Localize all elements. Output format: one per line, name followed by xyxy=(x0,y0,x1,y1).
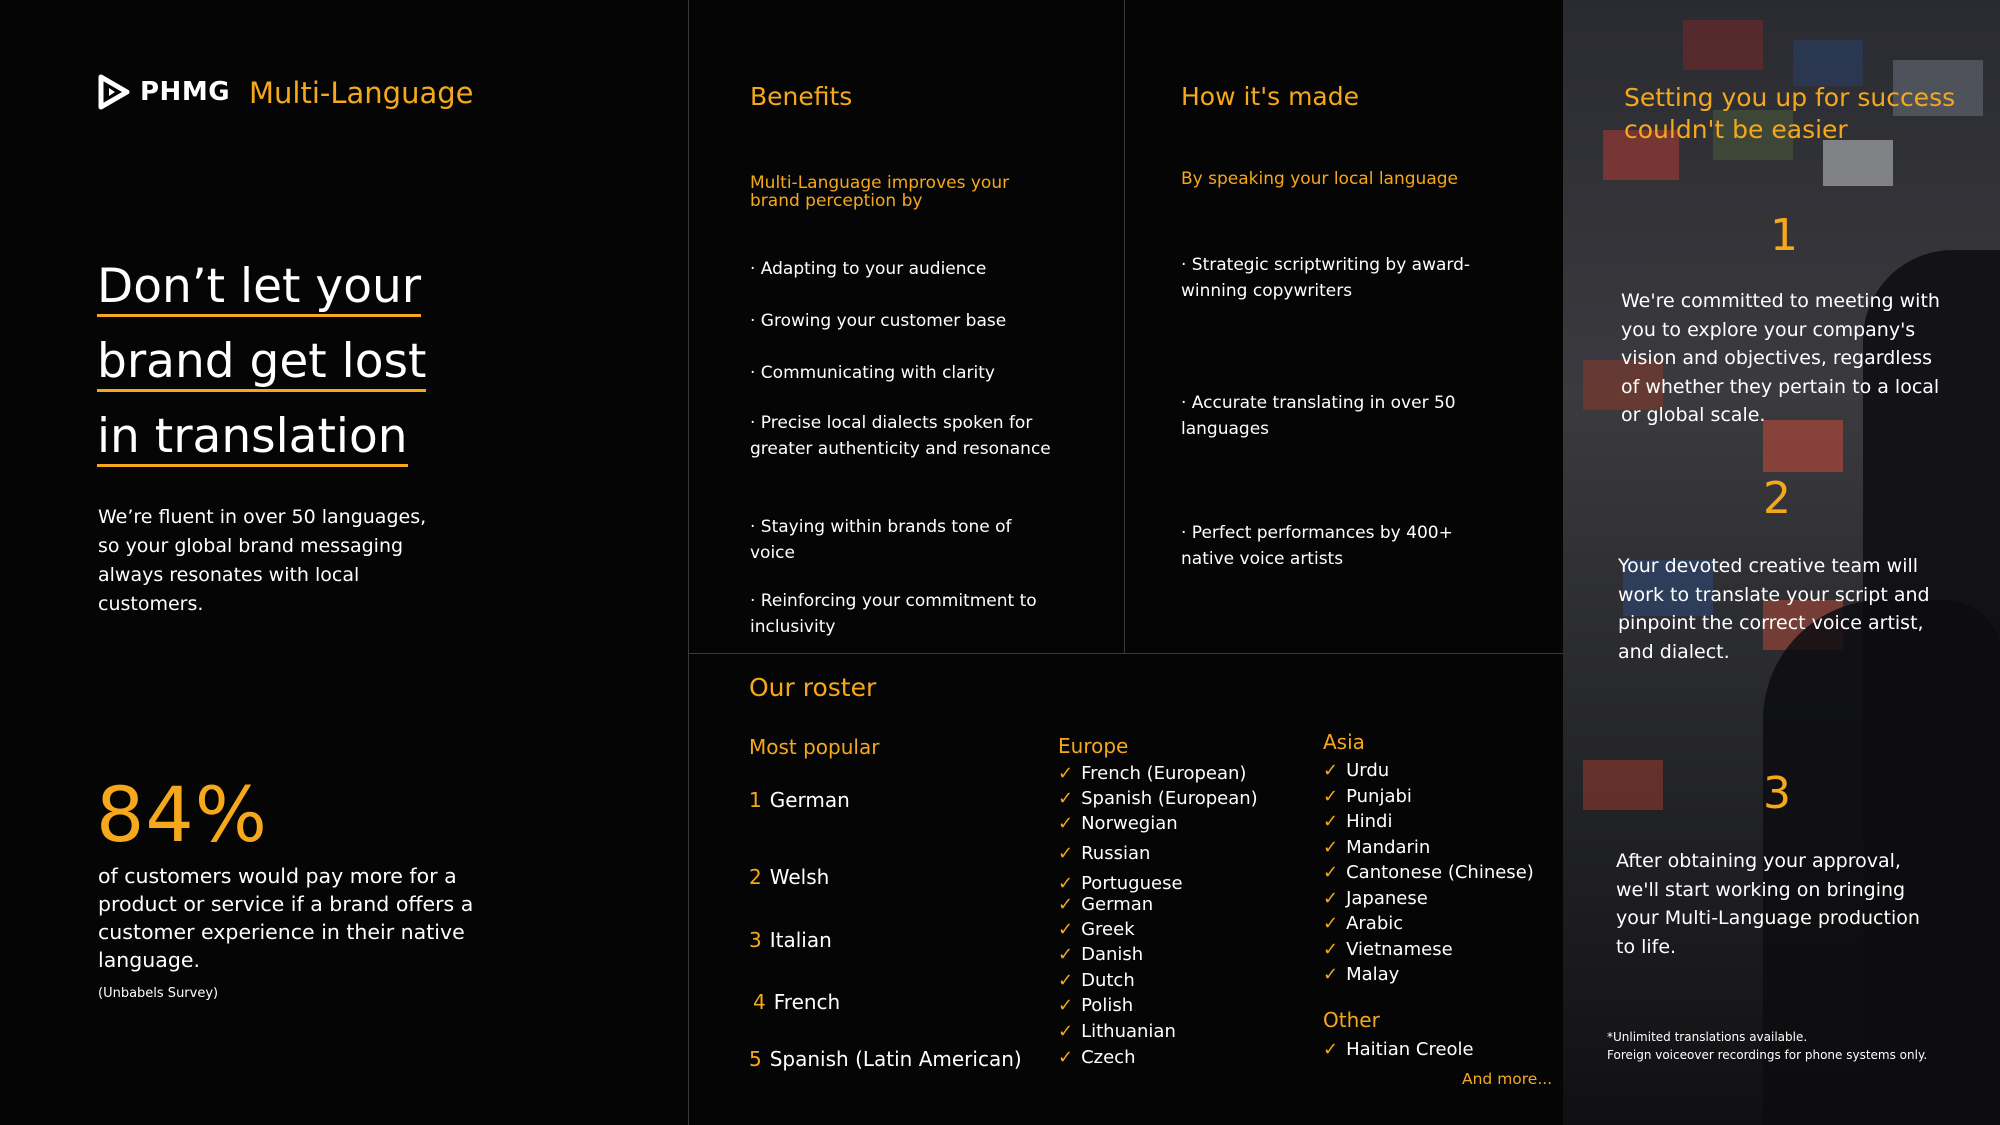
check-icon: ✓ xyxy=(1058,763,1074,784)
language-name: Spanish (European) xyxy=(1081,788,1258,809)
rank-number: 4 xyxy=(753,990,766,1014)
language-name: Polish xyxy=(1081,995,1134,1016)
language-name: Welsh xyxy=(769,865,830,889)
language-name: Malay xyxy=(1346,964,1400,985)
language-name: Dutch xyxy=(1081,970,1135,991)
language-name: Greek xyxy=(1081,919,1135,940)
popular-language xyxy=(749,1047,1022,1071)
europe-language xyxy=(1058,944,1143,965)
other-language xyxy=(1323,1039,1474,1060)
language-name: German xyxy=(769,788,850,812)
asia-language xyxy=(1323,939,1453,960)
check-icon: ✓ xyxy=(1058,1047,1074,1068)
column-divider xyxy=(688,0,689,1125)
language-name: Mandarin xyxy=(1346,837,1431,858)
how-subtitle: By speaking your local language xyxy=(1181,169,1458,189)
roster-europe-heading: Europe xyxy=(1058,734,1129,758)
check-icon: ✓ xyxy=(1323,786,1339,807)
europe-language xyxy=(1058,873,1183,894)
language-name: French xyxy=(773,990,841,1014)
language-name: Haitian Creole xyxy=(1346,1039,1474,1060)
europe-language xyxy=(1058,843,1150,864)
check-icon: ✓ xyxy=(1058,919,1074,940)
step-text: Your devoted creative team will work to translate your script and pinpoint the correct voice artist, and dialect. xyxy=(1618,555,1930,663)
benefits-title: Benefits xyxy=(750,82,853,111)
language-name: Urdu xyxy=(1346,760,1390,781)
footnote: *Unlimited translations available. xyxy=(1607,1030,1808,1044)
popular-language xyxy=(749,788,850,812)
step-number: 3 xyxy=(1763,768,1791,819)
language-name: Lithuanian xyxy=(1081,1021,1176,1042)
how-item: · Accurate translating in over 50 languages xyxy=(1181,393,1456,439)
language-name: French (European) xyxy=(1081,763,1247,784)
flag-shape xyxy=(1683,20,1763,70)
language-name: Cantonese (Chinese) xyxy=(1346,862,1534,883)
play-chevron-icon xyxy=(98,74,130,110)
europe-language xyxy=(1058,813,1178,834)
hero-headline xyxy=(97,254,557,479)
flag-shape xyxy=(1823,140,1893,186)
check-icon: ✓ xyxy=(1323,811,1339,832)
europe-language xyxy=(1058,788,1258,809)
language-name: Danish xyxy=(1081,944,1144,965)
check-icon: ✓ xyxy=(1058,995,1074,1016)
popular-language xyxy=(749,865,829,889)
roster-popular-heading: Most popular xyxy=(749,735,880,759)
europe-language xyxy=(1058,995,1133,1016)
asia-language xyxy=(1323,964,1399,985)
europe-language xyxy=(1058,970,1135,991)
language-name: Spanish (Latin American) xyxy=(769,1047,1022,1071)
language-name: Italian xyxy=(769,928,832,952)
asia-language xyxy=(1323,888,1428,909)
roster-other-heading: Other xyxy=(1323,1008,1380,1032)
language-name: Czech xyxy=(1081,1047,1136,1068)
flag-shape xyxy=(1583,760,1663,810)
rank-number: 3 xyxy=(749,928,762,952)
stat-source: (Unbabels Survey) xyxy=(98,986,219,1001)
how-item: · Perfect performances by 400+ native voice artists xyxy=(1181,523,1453,569)
headline-line: in translation xyxy=(97,410,408,467)
check-icon: ✓ xyxy=(1323,837,1339,858)
stat-value: 84% xyxy=(96,770,268,859)
benefit-item: · Precise local dialects spoken for greater authenticity and resonance xyxy=(750,413,1051,459)
check-icon: ✓ xyxy=(1058,843,1074,864)
check-icon: ✓ xyxy=(1323,939,1339,960)
check-icon: ✓ xyxy=(1058,1021,1074,1042)
benefit-item: · Growing your customer base xyxy=(750,311,1007,331)
intro-text: We’re fluent in over 50 languages, so your global brand messaging always resonates with local customers. xyxy=(98,506,427,615)
asia-language xyxy=(1323,913,1403,934)
benefit-item: · Communicating with clarity xyxy=(750,363,995,383)
check-icon: ✓ xyxy=(1058,813,1074,834)
asia-language xyxy=(1323,811,1392,832)
check-icon: ✓ xyxy=(1058,944,1074,965)
language-name: Portuguese xyxy=(1081,873,1183,894)
asia-language xyxy=(1323,760,1389,781)
language-name: German xyxy=(1081,894,1154,915)
rank-number: 2 xyxy=(749,865,762,889)
check-icon: ✓ xyxy=(1058,970,1074,991)
logo-wordmark: PHMG xyxy=(140,77,231,107)
check-icon: ✓ xyxy=(1323,1039,1339,1060)
check-icon: ✓ xyxy=(1323,760,1339,781)
language-name: Hindi xyxy=(1346,811,1393,832)
roster-title: Our roster xyxy=(749,673,877,702)
europe-language xyxy=(1058,919,1135,940)
headline-line: brand get lost xyxy=(97,335,426,392)
benefit-item: · Adapting to your audience xyxy=(750,259,987,279)
europe-language xyxy=(1058,894,1153,915)
and-more-link[interactable]: And more... xyxy=(1462,1070,1553,1088)
step-number: 2 xyxy=(1763,473,1791,524)
setup-title: Setting you up for success couldn't be easier xyxy=(1624,83,1956,144)
europe-language xyxy=(1058,763,1246,784)
europe-language xyxy=(1058,1047,1136,1068)
asia-language xyxy=(1323,862,1534,883)
product-name: Multi-Language xyxy=(249,76,474,110)
language-name: Russian xyxy=(1081,843,1151,864)
popular-language xyxy=(749,928,832,952)
how-title: How it's made xyxy=(1181,82,1360,111)
check-icon: ✓ xyxy=(1058,788,1074,809)
language-name: Arabic xyxy=(1346,913,1404,934)
headline-line: Don’t let your xyxy=(97,260,421,317)
language-name: Vietnamese xyxy=(1346,939,1453,960)
check-icon: ✓ xyxy=(1323,888,1339,909)
benefit-item: · Staying within brands tone of voice xyxy=(750,517,1012,563)
popular-language xyxy=(753,990,840,1014)
row-divider xyxy=(688,653,1563,654)
benefit-item: · Reinforcing your commitment to inclusivity xyxy=(750,591,1037,637)
language-name: Norwegian xyxy=(1081,813,1178,834)
stat-description: of customers would pay more for a product or service if a brand offers a customer experience in their native language. xyxy=(98,864,474,972)
language-name: Punjabi xyxy=(1346,786,1412,807)
step-text: We're committed to meeting with you to explore your company's vision and objectives, regardless of whether they pertain to a local or global scale. xyxy=(1621,290,1940,426)
how-item: · Strategic scriptwriting by award-winning copywriters xyxy=(1181,255,1471,301)
check-icon: ✓ xyxy=(1323,913,1339,934)
step-text: After obtaining your approval, we'll start working on bringing your Multi-Language production to life. xyxy=(1616,850,1920,958)
benefits-subtitle: Multi-Language improves your brand perception by xyxy=(750,173,1010,211)
brand-logo xyxy=(98,74,230,110)
language-name: Japanese xyxy=(1346,888,1428,909)
check-icon: ✓ xyxy=(1323,862,1339,883)
check-icon: ✓ xyxy=(1058,894,1074,915)
check-icon: ✓ xyxy=(1323,964,1339,985)
europe-language xyxy=(1058,1021,1176,1042)
flag-shape xyxy=(1793,40,1863,86)
asia-language xyxy=(1323,786,1412,807)
check-icon: ✓ xyxy=(1058,873,1074,894)
step-number: 1 xyxy=(1770,210,1798,261)
rank-number: 1 xyxy=(749,788,762,812)
footnote: Foreign voiceover recordings for phone systems only. xyxy=(1607,1048,1928,1062)
column-divider xyxy=(1124,0,1125,653)
asia-language xyxy=(1323,837,1430,858)
roster-asia-heading: Asia xyxy=(1323,730,1365,754)
rank-number: 5 xyxy=(749,1047,762,1071)
